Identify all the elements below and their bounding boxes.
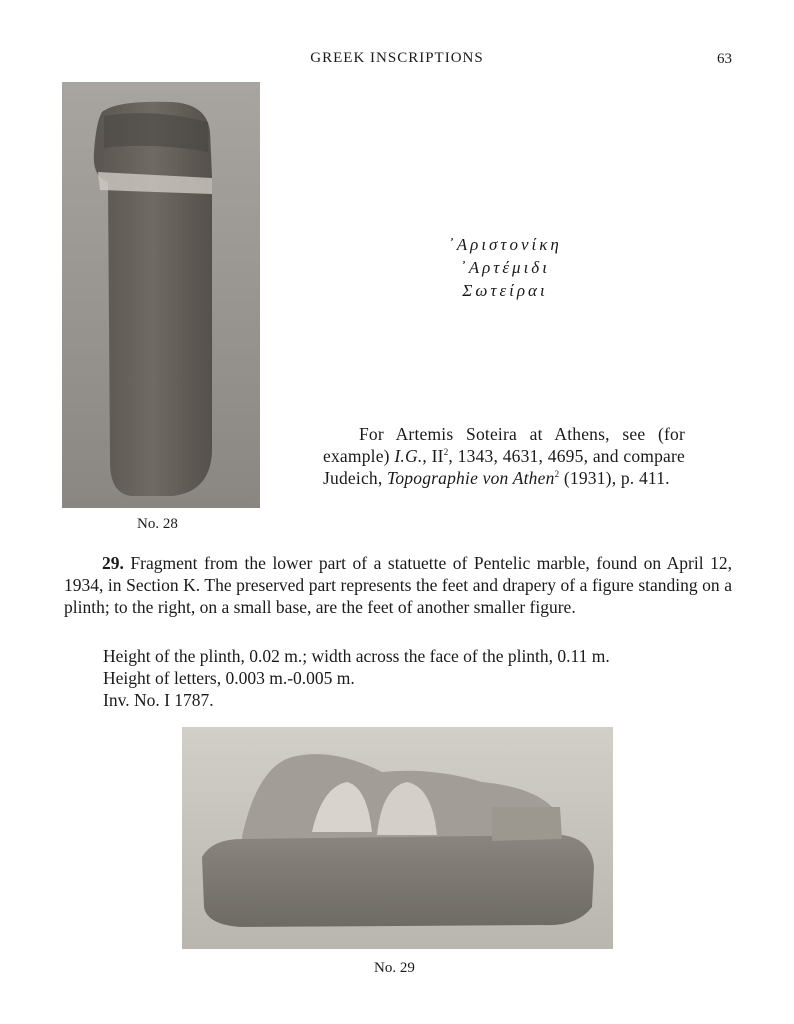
stele-fragment-image [62, 82, 260, 508]
commentary-text-4: (1931), p. 411. [559, 468, 670, 488]
figure-28-photo [62, 82, 260, 508]
running-title: GREEK INSCRIPTIONS [310, 50, 484, 66]
figure-28-caption: No. 28 [137, 516, 178, 532]
figure-29-photo [182, 727, 613, 949]
entry-29-measure-2: Height of letters, 0.003 m.-0.005 m. [103, 668, 355, 688]
commentary-sup-2: 2 [554, 469, 560, 480]
commentary-text-1: For Artemis Soteira at Athens, see (for example) [323, 424, 685, 466]
commentary-text-3: , 1343, 4631, 4695, and compare Judeich, [323, 446, 685, 488]
figure-29-caption: No. 29 [374, 960, 415, 976]
page-number: 63 [717, 51, 732, 67]
inscription-line-3: Σωτείραι [462, 281, 548, 300]
entry-29-number: 29. [102, 553, 124, 573]
commentary-text-2: , II [422, 446, 444, 466]
entry-29-measure-1: Height of the plinth, 0.02 m.; width across the face of the plinth, 0.11 m. [103, 646, 610, 666]
commentary-paragraph [323, 423, 685, 489]
inscription-line-1: ᾿Αριστονίκη [448, 235, 562, 254]
statuette-fragment-image [182, 727, 613, 949]
commentary-book-title: Topographie von Athen [387, 468, 555, 488]
inscription-line-2: ᾿Αρτέμιδι [460, 258, 550, 277]
entry-29-text: Fragment from the lower part of a statuette of Pentelic marble, found on April 12, 1934, in Section K. The preserved part represents the feet and drapery of a figure standing on a plinth; to the right, on a small base, are the feet of another smaller figure. [64, 553, 733, 617]
entry-29-description [64, 552, 732, 618]
entry-29-inventory: Inv. No. I 1787. [103, 690, 214, 710]
commentary-ig: I.G. [394, 446, 423, 466]
commentary-sup-1: 2 [443, 447, 449, 458]
